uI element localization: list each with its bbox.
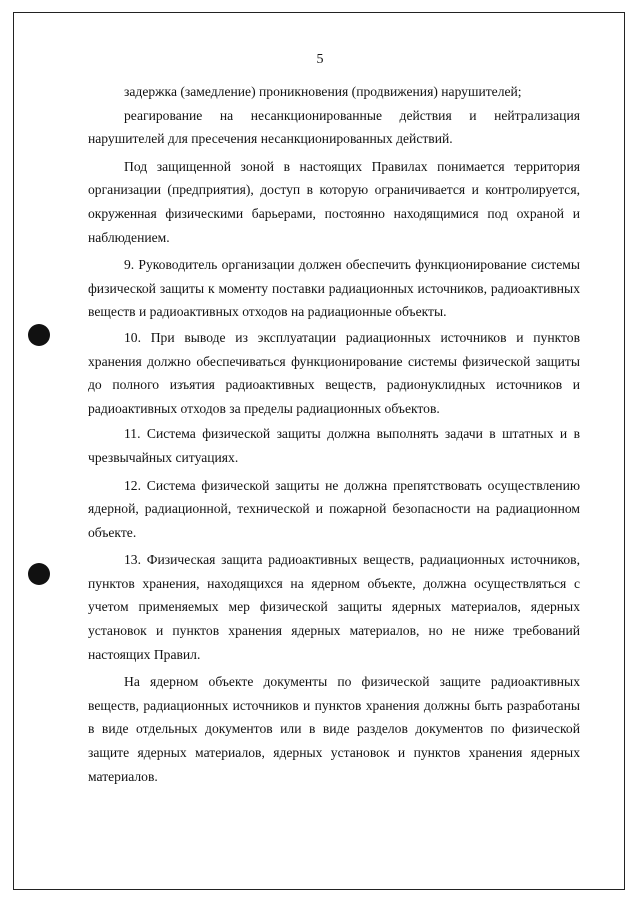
paragraph-5: 10. При выводе из эксплуатации радиационных источников и пунктов хранения должно обеспечиваться функционирование системы физической защиты до полного изъятия радиоактивных веществ, радионуклидных источников и радиоактивных отходов за пределы радиационных объектов. [88, 329, 580, 416]
paragraph-1: задержка (замедление) проникновения (продвижения) нарушителей; [124, 84, 522, 99]
paragraph-8: 13. Физическая защита радиоактивных веществ, радиационных источников, пунктов хранения, находящихся на ядерном объекте, должна осуществляться с учетом применяемых мер физической защиты ядерных материалов, ядерных установок и пунктов хранения ядерных материалов, но не ниже требований настоящих Правил. [88, 552, 580, 662]
document-body [88, 80, 580, 788]
punch-hole-top [28, 324, 50, 346]
paragraph-4: 9. Руководитель организации должен обеспечить функционирование системы физической защиты к моменту поставки радиационных источников, радиоактивных веществ и радиоактивных отходов на радиационные объекты. [88, 257, 580, 320]
paragraph-6: 11. Система физической защиты должна выполнять задачи в штатных и в чрезвычайных ситуациях. [88, 426, 580, 465]
paragraph-3: Под защищенной зоной в настоящих Правилах понимается территория организации (предприятия), доступ в которую ограничивается и контролируется, окруженная физическими барьерами, постоянно находящимися под охраной и наблюдением. [88, 158, 580, 245]
punch-hole-bottom [28, 563, 50, 585]
paragraph-9: На ядерном объекте документы по физической защите радиоактивных веществ, радиационных источников и пунктов хранения должны быть разработаны в виде отдельных документов или в виде разделов документов по физической защите ядерных материалов, ядерных установок и пунктов хранения ядерных материалов. [88, 674, 580, 784]
page-number: 5 [316, 52, 324, 67]
paragraph-7: 12. Система физической защиты не должна препятствовать осуществлению ядерной, радиационной, технической и пожарной безопасности на радиационном объекте. [88, 477, 580, 540]
paragraph-2: реагирование на несанкционированные действия и нейтрализация нарушителей для пресечения несанкционированных действий. [88, 107, 580, 147]
